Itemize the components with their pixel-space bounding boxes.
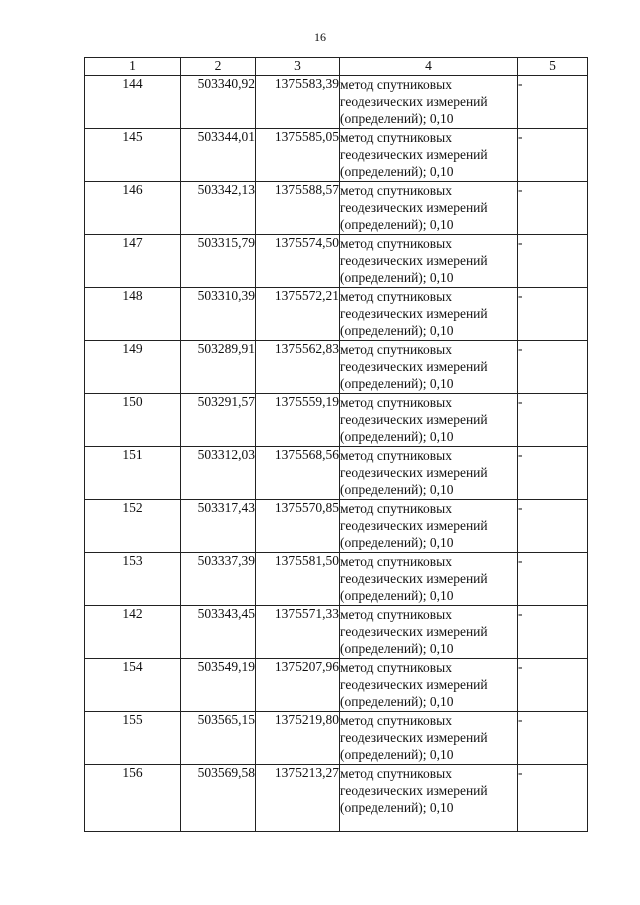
point-number-cell: 148	[85, 288, 181, 341]
table-body	[85, 76, 588, 832]
point-number-cell: 155	[85, 712, 181, 765]
method-cell: метод спутниковых геодезических измерений (определений); 0,10	[340, 288, 518, 341]
note-cell: -	[518, 553, 588, 606]
x-coordinate-cell: 503565,15	[181, 712, 256, 765]
note-cell: -	[518, 182, 588, 235]
y-coordinate-cell: 1375588,57	[256, 182, 340, 235]
note-cell: -	[518, 712, 588, 765]
method-cell: метод спутниковых геодезических измерений (определений); 0,10	[340, 659, 518, 712]
x-coordinate-cell: 503342,13	[181, 182, 256, 235]
note-cell: -	[518, 76, 588, 129]
x-coordinate-cell: 503344,01	[181, 129, 256, 182]
point-number-cell: 146	[85, 182, 181, 235]
method-cell: метод спутниковых геодезических измерений (определений); 0,10	[340, 235, 518, 288]
x-coordinate-cell: 503315,79	[181, 235, 256, 288]
method-cell: метод спутниковых геодезических измерений (определений); 0,10	[340, 712, 518, 765]
method-cell: метод спутниковых геодезических измерений (определений); 0,10	[340, 553, 518, 606]
point-number-cell: 153	[85, 553, 181, 606]
table-row	[85, 447, 588, 500]
method-cell: метод спутниковых геодезических измерений (определений); 0,10	[340, 500, 518, 553]
note-cell: -	[518, 500, 588, 553]
x-coordinate-cell: 503549,19	[181, 659, 256, 712]
page-number: 16	[314, 30, 326, 44]
table-row	[85, 606, 588, 659]
point-number-cell: 147	[85, 235, 181, 288]
table-header-row	[85, 58, 588, 76]
method-cell: метод спутниковых геодезических измерений (определений); 0,10	[340, 76, 518, 129]
table-row	[85, 659, 588, 712]
note-cell: -	[518, 659, 588, 712]
y-coordinate-cell: 1375574,50	[256, 235, 340, 288]
note-cell: -	[518, 765, 588, 832]
x-coordinate-cell: 503291,57	[181, 394, 256, 447]
x-coordinate-cell: 503337,39	[181, 553, 256, 606]
point-number-cell: 142	[85, 606, 181, 659]
coordinates-table	[84, 57, 588, 832]
method-cell: метод спутниковых геодезических измерений (определений); 0,10	[340, 765, 518, 832]
x-coordinate-cell: 503340,92	[181, 76, 256, 129]
point-number-cell: 145	[85, 129, 181, 182]
y-coordinate-cell: 1375219,80	[256, 712, 340, 765]
point-number-cell: 149	[85, 341, 181, 394]
point-number-cell: 144	[85, 76, 181, 129]
method-cell: метод спутниковых геодезических измерений (определений); 0,10	[340, 447, 518, 500]
header-col-4: 4	[340, 58, 518, 76]
x-coordinate-cell: 503310,39	[181, 288, 256, 341]
y-coordinate-cell: 1375572,21	[256, 288, 340, 341]
note-cell: -	[518, 447, 588, 500]
header-col-1: 1	[85, 58, 181, 76]
header-col-3: 3	[256, 58, 340, 76]
note-cell: -	[518, 341, 588, 394]
note-cell: -	[518, 129, 588, 182]
table-row	[85, 500, 588, 553]
point-number-cell: 150	[85, 394, 181, 447]
note-cell: -	[518, 606, 588, 659]
table-row	[85, 182, 588, 235]
point-number-cell: 156	[85, 765, 181, 832]
method-cell: метод спутниковых геодезических измерений (определений); 0,10	[340, 606, 518, 659]
table-row	[85, 765, 588, 832]
y-coordinate-cell: 1375581,50	[256, 553, 340, 606]
table-row	[85, 129, 588, 182]
x-coordinate-cell: 503569,58	[181, 765, 256, 832]
x-coordinate-cell: 503312,03	[181, 447, 256, 500]
y-coordinate-cell: 1375571,33	[256, 606, 340, 659]
table-row	[85, 712, 588, 765]
table-row	[85, 288, 588, 341]
y-coordinate-cell: 1375585,05	[256, 129, 340, 182]
table-row	[85, 394, 588, 447]
point-number-cell: 152	[85, 500, 181, 553]
table-row	[85, 553, 588, 606]
y-coordinate-cell: 1375568,56	[256, 447, 340, 500]
note-cell: -	[518, 288, 588, 341]
point-number-cell: 154	[85, 659, 181, 712]
note-cell: -	[518, 394, 588, 447]
y-coordinate-cell: 1375583,39	[256, 76, 340, 129]
y-coordinate-cell: 1375570,85	[256, 500, 340, 553]
y-coordinate-cell: 1375562,83	[256, 341, 340, 394]
x-coordinate-cell: 503343,45	[181, 606, 256, 659]
y-coordinate-cell: 1375559,19	[256, 394, 340, 447]
method-cell: метод спутниковых геодезических измерений (определений); 0,10	[340, 129, 518, 182]
x-coordinate-cell: 503289,91	[181, 341, 256, 394]
y-coordinate-cell: 1375213,27	[256, 765, 340, 832]
method-cell: метод спутниковых геодезических измерений (определений); 0,10	[340, 394, 518, 447]
header-col-2: 2	[181, 58, 256, 76]
method-cell: метод спутниковых геодезических измерений (определений); 0,10	[340, 341, 518, 394]
header-col-5: 5	[518, 58, 588, 76]
x-coordinate-cell: 503317,43	[181, 500, 256, 553]
table-row	[85, 235, 588, 288]
table-row	[85, 76, 588, 129]
table-row	[85, 341, 588, 394]
note-cell: -	[518, 235, 588, 288]
point-number-cell: 151	[85, 447, 181, 500]
method-cell: метод спутниковых геодезических измерений (определений); 0,10	[340, 182, 518, 235]
y-coordinate-cell: 1375207,96	[256, 659, 340, 712]
